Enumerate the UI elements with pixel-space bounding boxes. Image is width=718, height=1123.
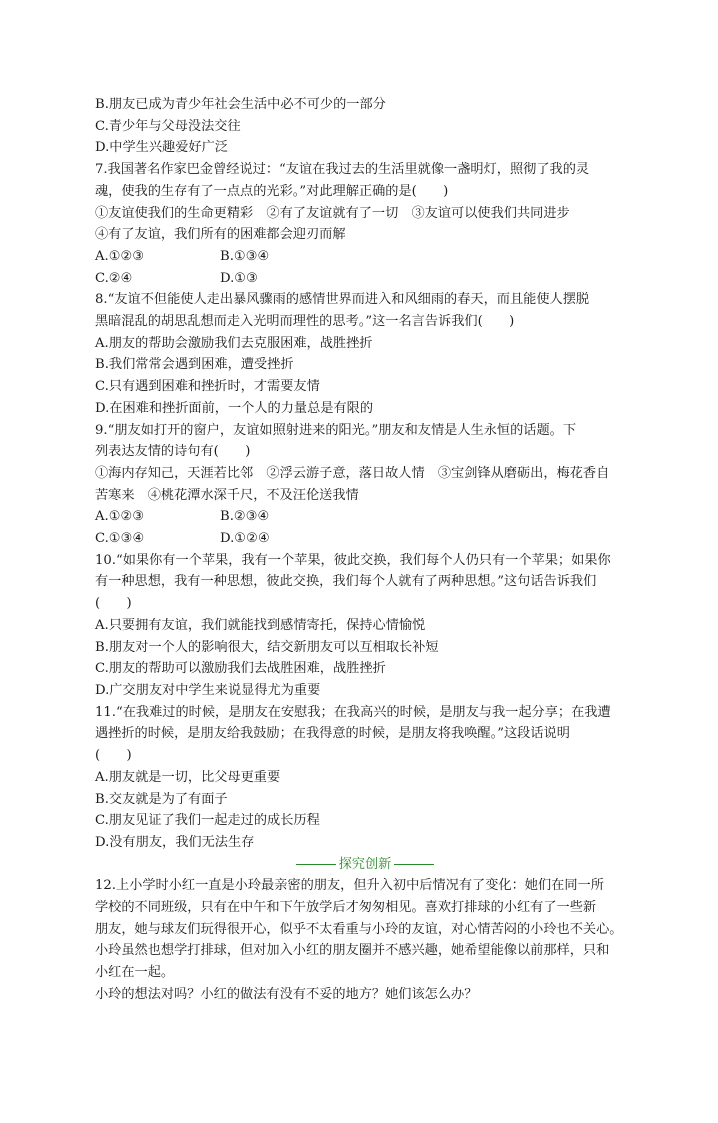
text-line: 8.“友谊不但能使人走出暴风骤雨的感情世界而进入和风细雨的春天，而且能使人摆脱	[95, 292, 590, 308]
option-text: D.①③	[220, 270, 258, 286]
text-line: 朋友，她与球友们玩得很开心，似乎不太看重与小玲的友谊，对心情苦闷的小玲也不关心。	[95, 921, 623, 937]
option-text: A.①②③	[95, 509, 145, 525]
text-line: ④有了友谊，我们所有的困难都会迎刃而解	[95, 227, 346, 243]
question-content	[95, 94, 635, 1006]
text-line: 小玲虽然也想学打排球，但对加入小红的朋友圈并不感兴趣，她希望能像以前那样，只和	[95, 943, 610, 959]
text-line: 10.“如果你有一个苹果，我有一个苹果，彼此交换，我们每个人仍只有一个苹果；如果你	[95, 552, 611, 568]
text-line: C.朋友的帮助可以激励我们去战胜困难，战胜挫折	[95, 661, 386, 677]
text-line: 黑暗混乱的胡思乱想而走入光明而理性的思考。”这一名言告诉我们( )	[95, 314, 515, 330]
section-header	[95, 854, 635, 876]
text-line: 12.上小学时小红一直是小玲最亲密的朋友，但升入初中后情况有了变化：她们在同一所	[95, 878, 604, 894]
text-line: B.交友就是为了有面子	[95, 791, 228, 807]
text-line: ( )	[95, 596, 132, 612]
section-rule-left	[296, 864, 336, 865]
text-line: B.朋友已成为青少年社会生活中必不可少的一部分	[95, 97, 386, 112]
text-line: C.青少年与父母没法交往	[95, 118, 241, 134]
option-row	[95, 506, 635, 528]
text-line: A.朋友的帮助会激励我们去克服困难，战胜挫折	[95, 335, 373, 351]
option-text: C.②④	[95, 270, 133, 286]
text-line: C.只有遇到困难和挫折时，才需要友情	[95, 379, 320, 395]
text-line: 小玲的想法对吗？小红的做法有没有不妥的地方？她们该怎么办？	[95, 986, 478, 1002]
section-title: 探究创新	[338, 856, 392, 872]
text-line: 小红在一起。	[95, 965, 175, 981]
text-line: 学校的不同班级，只有在中午和下午放学后才匆匆相见。喜欢打排球的小红有了一些新	[95, 900, 597, 916]
option-text: B.②③④	[220, 509, 270, 525]
option-row	[95, 268, 635, 290]
text-line: A.只要拥有友谊，我们就能找到感情寄托，保持心情愉悦	[95, 617, 426, 633]
option-text: A.①②③	[95, 248, 145, 264]
text-line: D.没有朋友，我们无法生存	[95, 834, 255, 850]
text-line: D.广交朋友对中学生来说显得尤为重要	[95, 682, 321, 698]
text-line: B.我们常常会遇到困难，遭受挫折	[95, 357, 294, 373]
section-rule-right	[394, 864, 434, 865]
text-line: A.朋友就是一切，比父母更重要	[95, 769, 281, 785]
text-line: C.朋友见证了我们一起走过的成长历程	[95, 813, 320, 829]
option-row	[95, 528, 635, 550]
text-line: 列表达友情的诗句有( )	[95, 444, 251, 460]
text-line: ( )	[95, 748, 132, 764]
option-text: C.①③④	[95, 531, 145, 547]
text-line: 有一种思想，我有一种思想，彼此交换，我们每个人就有了两种思想。”这句话告诉我们	[95, 574, 597, 590]
option-row	[95, 246, 635, 268]
text-line: 魂，使我的生存有了一点点的光彩。”对此理解正确的是( )	[95, 183, 449, 199]
text-line: 9.“朋友如打开的窗户，友谊如照射进来的阳光。”朋友和友情是人生永恒的话题。下	[95, 422, 577, 438]
text-line: 苦寒来 ④桃花潭水深千尺，不及汪伦送我情	[95, 487, 359, 503]
text-line: 7.我国著名作家巴金曾经说过：“友谊在我过去的生活里就像一盏明灯，照彻了我的灵	[95, 162, 590, 178]
text-line: 11.“在我难过的时候，是朋友在安慰我；在我高兴的时候，是朋友与我一起分享；在我遭	[95, 704, 611, 720]
text-line: ①友谊使我们的生命更精彩 ②有了友谊就有了一切 ③友谊可以使我们共同进步	[95, 205, 570, 221]
text-line: 遇挫折的时候，是朋友给我鼓励；在我得意的时候，是朋友将我唤醒。”这段话说明	[95, 726, 570, 742]
text-line: B.朋友对一个人的影响很大，结交新朋友可以互相取长补短	[95, 639, 439, 655]
text-line: ①海内存知己，天涯若比邻 ②浮云游子意，落日故人情 ③宝剑锋从磨砺出，梅花香自	[95, 465, 610, 481]
option-text: D.①②④	[220, 531, 270, 547]
option-text: B.①③④	[220, 248, 270, 264]
text-line: D.中学生兴趣爱好广泛	[95, 140, 228, 156]
text-line: D.在困难和挫折面前，一个人的力量总是有限的	[95, 400, 374, 416]
